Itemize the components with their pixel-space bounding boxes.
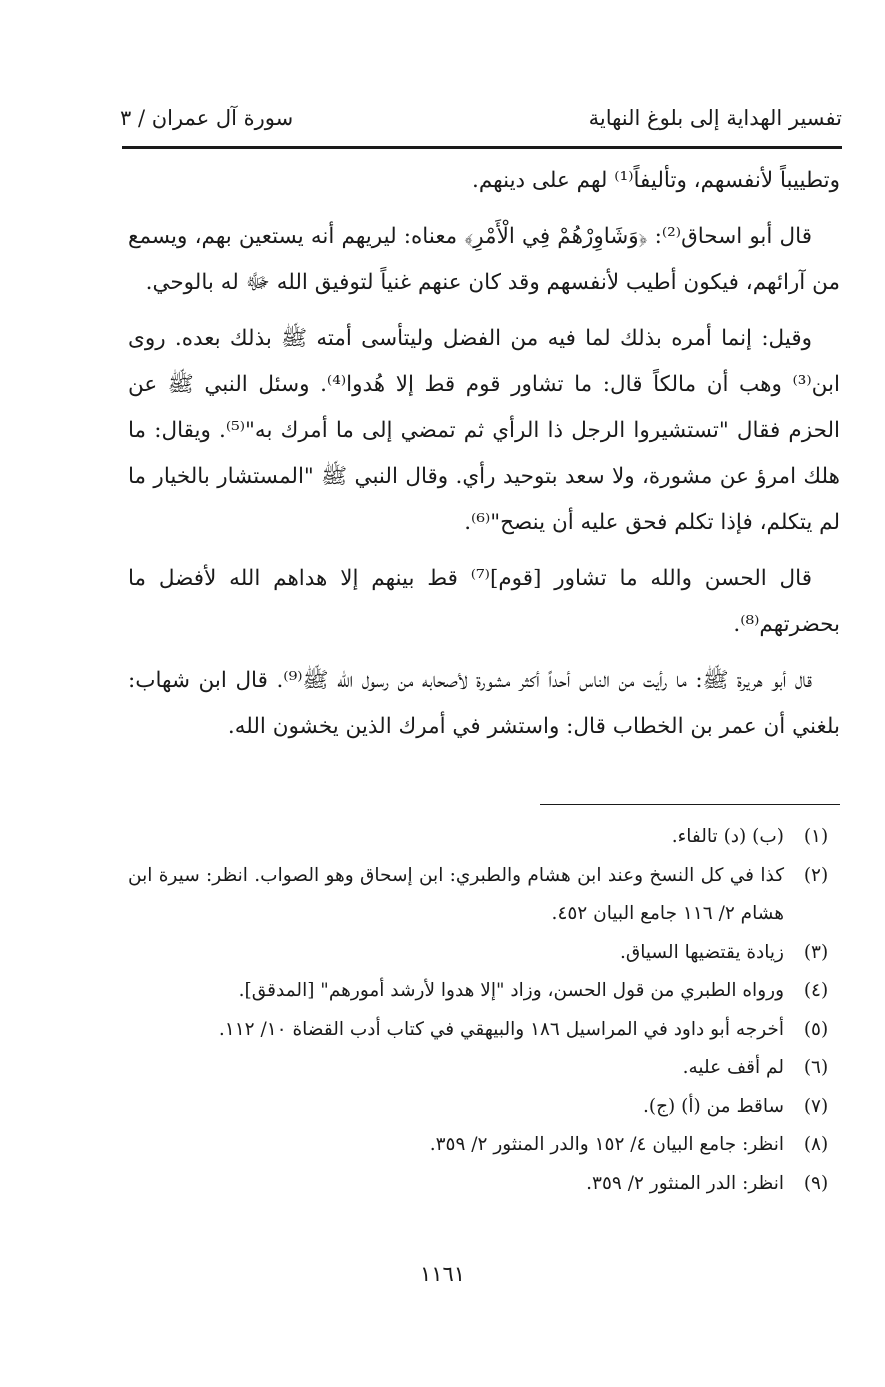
footnote-text: انظر: جامع البيان ٤/ ١٥٢ والدر المنثور ٢/ ٣٥٩.	[429, 1134, 784, 1155]
book-title: تفسير الهداية إلى بلوغ النهاية	[588, 106, 842, 130]
footnote	[128, 934, 848, 973]
footnote-text: (ب) (د) تالفاء.	[671, 826, 784, 847]
footnote-text: لم أقف عليه.	[682, 1057, 784, 1078]
running-header	[120, 100, 842, 140]
footnote	[128, 972, 848, 1011]
footnote	[128, 1011, 848, 1050]
footnote	[128, 857, 848, 934]
footnote-text: ورواه الطبري من قول الحسن، وزاد "إلا هدوا لأرشد أمورهم" [المدقق].	[238, 980, 784, 1001]
footnote-text: أخرجه أبو داود في المراسيل ١٨٦ والبيهقي في كتاب أدب القضاة ١٠/ ١١٢.	[218, 1018, 784, 1040]
footnote-number: (٨)	[803, 1134, 829, 1155]
footnote-number: (٩)	[803, 1172, 829, 1194]
paragraph: قال الحسن والله ما تشاور [قوم]⁽⁷⁾ قط بينهم إلا هداهم الله لأفضل ما بحضرتهم⁽⁸⁾.	[128, 566, 840, 637]
footnote-number: (٢)	[803, 864, 829, 886]
paragraph: قال أبو اسحاق⁽²⁾: ﴿وَشَاوِرْهُمْ فِي الْأَمْرِ﴾ معناه: ليريهم أنه يستعين بهم، ويسمع من آرائهم، فيكون أطيب لأنفسهم وقد كان عنهم غنياً لتوفيق الله ﷻ له بالوحي.	[128, 224, 840, 295]
page-number: ١١٦١	[419, 1262, 466, 1286]
footnote-number: (٣)	[803, 941, 829, 963]
footnote-number: (٦)	[803, 1057, 829, 1078]
footnotes	[128, 818, 848, 1203]
footnote-text: انظر: الدر المنثور ٢/ ٣٥٩.	[586, 1172, 784, 1194]
footnote	[128, 1165, 848, 1204]
footnote	[128, 1126, 848, 1165]
footnote-number: (٥)	[803, 1018, 829, 1040]
footnote-number: (٧)	[803, 1095, 829, 1117]
footnote	[128, 1049, 848, 1088]
footnote	[128, 818, 848, 857]
paragraph: وقيل: إنما أمره بذلك لما فيه من الفضل وليتأسى أمته ﷺ بذلك بعده. روى ابن⁽³⁾ وهب أن مالكاً قال: ما تشاور قوم قط إلا هُدوا⁽⁴⁾. وسئل النبي ﷺ عن الحزم فقال "تستشيروا الرجل ذا الرأي ثم تمضي إلى ما أمرك به"⁽⁵⁾. ويقال: ما هلك امرؤ عن مشورة، ولا سعد بتوحيد رأي. وقال النبي ﷺ "المستشار بالخيار ما لم يتكلم، فإذا تكلم فحق عليه أن ينصح"⁽⁶⁾.	[128, 326, 840, 535]
footnote-text: كذا في كل النسخ وعند ابن هشام والطبري: ابن إسحاق وهو الصواب. انظر: سيرة ابن هشام ٢/ ١١٦ جامع البيان ٤٥٢.	[128, 864, 784, 924]
paragraph: وتطييباً لأنفسهم، وتأليفاً⁽¹⁾ لهم على دينهم.	[472, 168, 840, 193]
footnote-text: ساقط من (أ) (ج).	[642, 1095, 784, 1117]
footnote	[128, 1088, 848, 1127]
main-text	[128, 158, 840, 760]
footnote-number: (١)	[803, 826, 829, 847]
footnote-number: (٤)	[803, 980, 829, 1001]
footnote-separator	[540, 804, 840, 805]
surah-title: سورة آل عمران / ٣	[120, 106, 294, 130]
paragraph: قال أبو هريرة ﷺ: ما رأيت من الناس أحداً أكثر مشورة لأصحابه من رسول الله ﷺ⁽⁹⁾. قال ابن شهاب: بلغني أن عمر بن الخطاب قال: واستشر في أمرك الذين يخشون الله.	[128, 668, 840, 739]
header-rule	[122, 146, 842, 149]
footnote-text: زيادة يقتضيها السياق.	[619, 941, 784, 963]
